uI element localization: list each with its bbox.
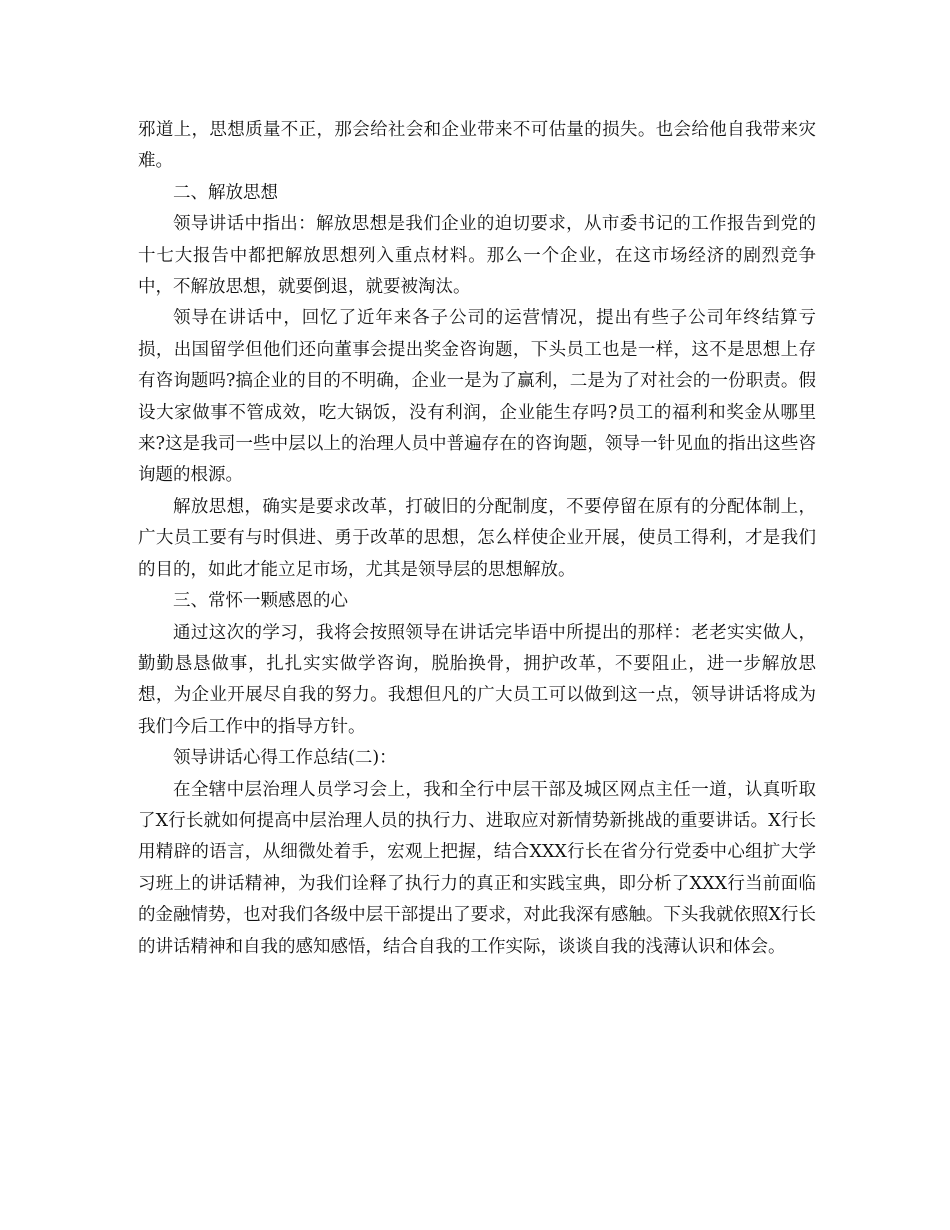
paragraph-continued: 邪道上，思想质量不正，那会给社会和企业带来不可估量的损失。也会给他自我带来灾难。 xyxy=(138,120,816,172)
paragraph: 在全辖中层治理人员学习会上，我和全行中层干部及城区网点主任一道，认真听取了X行长就如何提高中层治理人员的执行力、进取应对新情势新挑战的重要讲话。X行长用精辟的语言，从细微处着手，宏观上把握，结合XXX行长在省分行党委中心组扩大学习班上的讲话精神，为我们诠释了执行力的真正和实践宝典，即分析了XXX行当前面临的金融情势，也对我们各级中层干部提出了要求，对此我深有感触。下头我就依照X行长的讲话精神和自我的感知感悟，结合自我的工作实际，谈谈自我的浅薄认识和体会。 xyxy=(138,779,816,957)
paragraph: 领导讲话中指出：解放思想是我们企业的迫切要求，从市委书记的工作报告到党的十七大报告中都把解放思想列入重点材料。那么一个企业，在这市场经济的剧烈竞争中，不解放思想，就要倒退，就要被淘汰。 xyxy=(138,214,816,298)
section-heading-summary-two: 领导讲话心得工作总结(二)： xyxy=(173,748,397,769)
section-heading-gratitude: 三、常怀一颗感恩的心 xyxy=(173,591,348,612)
document-body xyxy=(138,115,816,963)
paragraph: 领导在讲话中，回忆了近年来各子公司的运营情况，提出有些子公司年终结算亏损，出国留学但他们还向董事会提出奖金咨询题，下头员工也是一样，这不是思想上存有咨询题吗?搞企业的目的不明确，企业一是为了赢利，二是为了对社会的一份职责。假设大家做事不管成效，吃大锅饭，没有利润，企业能生存吗?员工的福利和奖金从哪里来?这是我司一些中层以上的治理人员中普遍存在的咨询题，领导一针见血的指出这些咨询题的根源。 xyxy=(138,308,816,486)
paragraph: 通过这次的学习，我将会按照领导在讲话完毕语中所提出的那样：老老实实做人，勤勤恳恳做事，扎扎实实做学咨询，脱胎换骨，拥护改革，不要阻止，进一步解放思想，为企业开展尽自我的努力。我想但凡的广大员工可以做到这一点，领导讲话将成为我们今后工作中的指导方针。 xyxy=(138,622,816,737)
section-heading-liberate-thought: 二、解放思想 xyxy=(173,182,278,203)
paragraph: 解放思想，确实是要求改革，打破旧的分配制度，不要停留在原有的分配体制上，广大员工要有与时俱进、勇于改革的思想，怎么样使企业开展，使员工得利，才是我们的目的，如此才能立足市场，尤其是领导层的思想解放。 xyxy=(138,496,816,580)
